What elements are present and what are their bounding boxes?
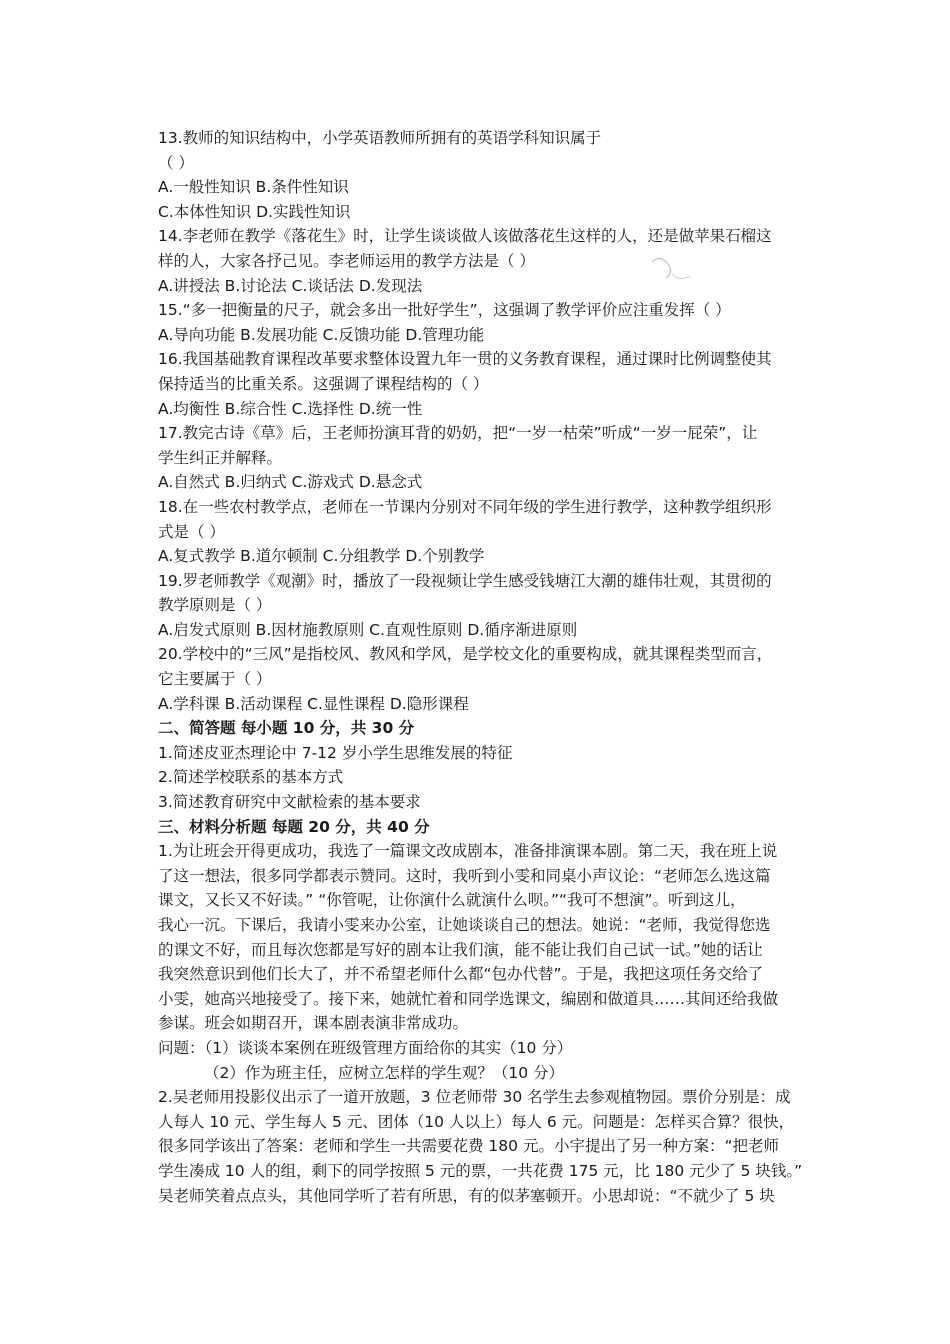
question-20-text: 20.学校中的“三风”是指校风、教风和学风，是学校文化的重要构成，就其课程类型而言， bbox=[158, 645, 773, 664]
question-13-blank: （ ） bbox=[158, 153, 194, 172]
question-18-text: 18.在一些农村教学点，老师在一节课内分别对不同年级的学生进行教学，这种教学组织形 bbox=[158, 497, 772, 516]
question-18-text-cont: 式是（ ） bbox=[158, 522, 225, 541]
document-page bbox=[158, 126, 814, 1208]
question-13-text: 13.教师的知识结构中，小学英语教师所拥有的英语学科知识属于 bbox=[158, 129, 602, 147]
question-19-text-cont: 教学原则是（ ） bbox=[158, 596, 272, 615]
scan-smudge-mark bbox=[646, 252, 694, 288]
question-18-options: A.复式教学 B.道尔顿制 C.分组教学 D.个别教学 bbox=[158, 547, 485, 566]
question-20-text-cont: 它主要属于（ ） bbox=[158, 670, 272, 689]
short-answer-3: 3.简述教育研究中文献检索的基本要求 bbox=[158, 793, 421, 812]
case-2-line-1: 2.吴老师用投影仪出示了一道开放题，3 位老师带 30 名学生去参观植物园。票价分别是：成 bbox=[158, 1088, 791, 1107]
case-1-line-5: 的课文不好，而且每次您都是写好的剧本让我们演，能不能让我们自己试一试。”她的话让 bbox=[158, 940, 763, 959]
case-1-line-6: 我突然意识到他们长大了，并不希望老师什么都“包办代替”。于是，我把这项任务交给了 bbox=[158, 965, 764, 984]
case-1-line-1: 1.为让班会开得更成功，我选了一篇课文改成剧本，准备排演课本剧。第二天，我在班上说 bbox=[158, 842, 778, 861]
question-15-text: 15.“多一把衡量的尺子，就会多出一批好学生”，这强调了教学评价应注重发挥（ ） bbox=[158, 301, 731, 320]
case-1-question-2: （2）作为班主任，应树立怎样的学生观？（10 分） bbox=[204, 1063, 565, 1082]
question-16-text: 16.我国基础教育课程改革要求整体设置九年一贯的义务教育课程，通过课时比例调整使其 bbox=[158, 350, 772, 369]
case-1-line-8: 参谋。班会如期召开，课本剧表演非常成功。 bbox=[158, 1014, 469, 1033]
section-2-heading: 二、简答题 每小题 10 分，共 30 分 bbox=[158, 719, 415, 738]
question-16-text-cont: 保持适当的比重关系。这强调了课程结构的（ ） bbox=[158, 374, 489, 393]
section-3-heading: 三、材料分析题 每题 20 分，共 40 分 bbox=[158, 817, 430, 836]
case-2-line-5: 吴老师笑着点点头，其他同学听了若有所思，有的似茅塞顿开。小思却说：“不就少了 5 块 bbox=[158, 1186, 775, 1205]
case-1-line-7: 小雯，她高兴地接受了。接下来，她就忙着和同学选课文，编剧和做道具……其间还给我做 bbox=[158, 989, 779, 1008]
case-1-line-2: 了这一想法，很多同学都表示赞同。这时，我听到小雯和同桌小声议论：“老师怎么选这篇 bbox=[158, 866, 771, 885]
question-15-options: A.导向功能 B.发展功能 C.反馈功能 D.管理功能 bbox=[158, 325, 485, 344]
short-answer-2: 2.简述学校联系的基本方式 bbox=[158, 768, 344, 787]
question-19-text: 19.罗老师教学《观潮》时，播放了一段视频让学生感受钱塘江大潮的雄伟壮观，其贯彻的 bbox=[158, 571, 772, 590]
question-14-text: 14.李老师在教学《落花生》时，让学生谈谈做人该做落花生这样的人，还是做苹果石榴这 bbox=[158, 227, 772, 246]
case-2-line-4: 学生凑成 10 人的组，剩下的同学按照 5 元的票，一共花费 175 元，比 180 元少了 5 块钱。” bbox=[158, 1161, 803, 1180]
question-17-options: A.自然式 B.归纳式 C.游戏式 D.悬念式 bbox=[158, 473, 423, 492]
question-13-options-cd: C.本体性知识 D.实践性知识 bbox=[158, 202, 351, 221]
question-13-options-ab: A.一般性知识 B.条件性知识 bbox=[158, 178, 349, 197]
question-17-text: 17.教完古诗《草》后，王老师扮演耳背的奶奶，把“一岁一枯荣”听成“一岁一屁荣”，让 bbox=[158, 424, 758, 443]
case-1-question-1: 问题：（1）谈谈本案例在班级管理方面给你的其实（10 分） bbox=[158, 1038, 573, 1057]
question-14-options: A.讲授法 B.讨论法 C.谈话法 D.发现法 bbox=[158, 276, 423, 295]
question-14-text-cont: 样的人，大家各抒己见。李老师运用的教学方法是（ ） bbox=[158, 251, 535, 270]
question-16-options: A.均衡性 B.综合性 C.选择性 D.统一性 bbox=[158, 399, 423, 418]
short-answer-1: 1.简述皮亚杰理论中 7-12 岁小学生思维发展的特征 bbox=[158, 743, 513, 762]
case-2-line-2: 人每人 10 元、学生每人 5 元、团体（10 人以上）每人 6 元。问题是：怎样买合算？很快， bbox=[158, 1112, 795, 1131]
question-19-options: A.启发式原则 B.因材施教原则 C.直观性原则 D.循序渐进原则 bbox=[158, 620, 578, 639]
case-2-line-3: 很多同学该出了答案：老师和学生一共需要花费 180 元。小宇提出了另一种方案：“把老师 bbox=[158, 1137, 779, 1156]
case-1-line-3: 课文，又长又不好读。” “你管呢，让你演什么就演什么呗。”“我可不想演”。听到这儿， bbox=[158, 891, 746, 910]
case-1-line-4: 我心一沉。下课后，我请小雯来办公室，让她谈谈自己的想法。她说：“老师，我觉得您选 bbox=[158, 916, 771, 934]
question-20-options: A.学科课 B.活动课程 C.显性课程 D.隐形课程 bbox=[158, 694, 469, 713]
question-17-text-cont: 学生纠正并解释。 bbox=[158, 448, 283, 467]
